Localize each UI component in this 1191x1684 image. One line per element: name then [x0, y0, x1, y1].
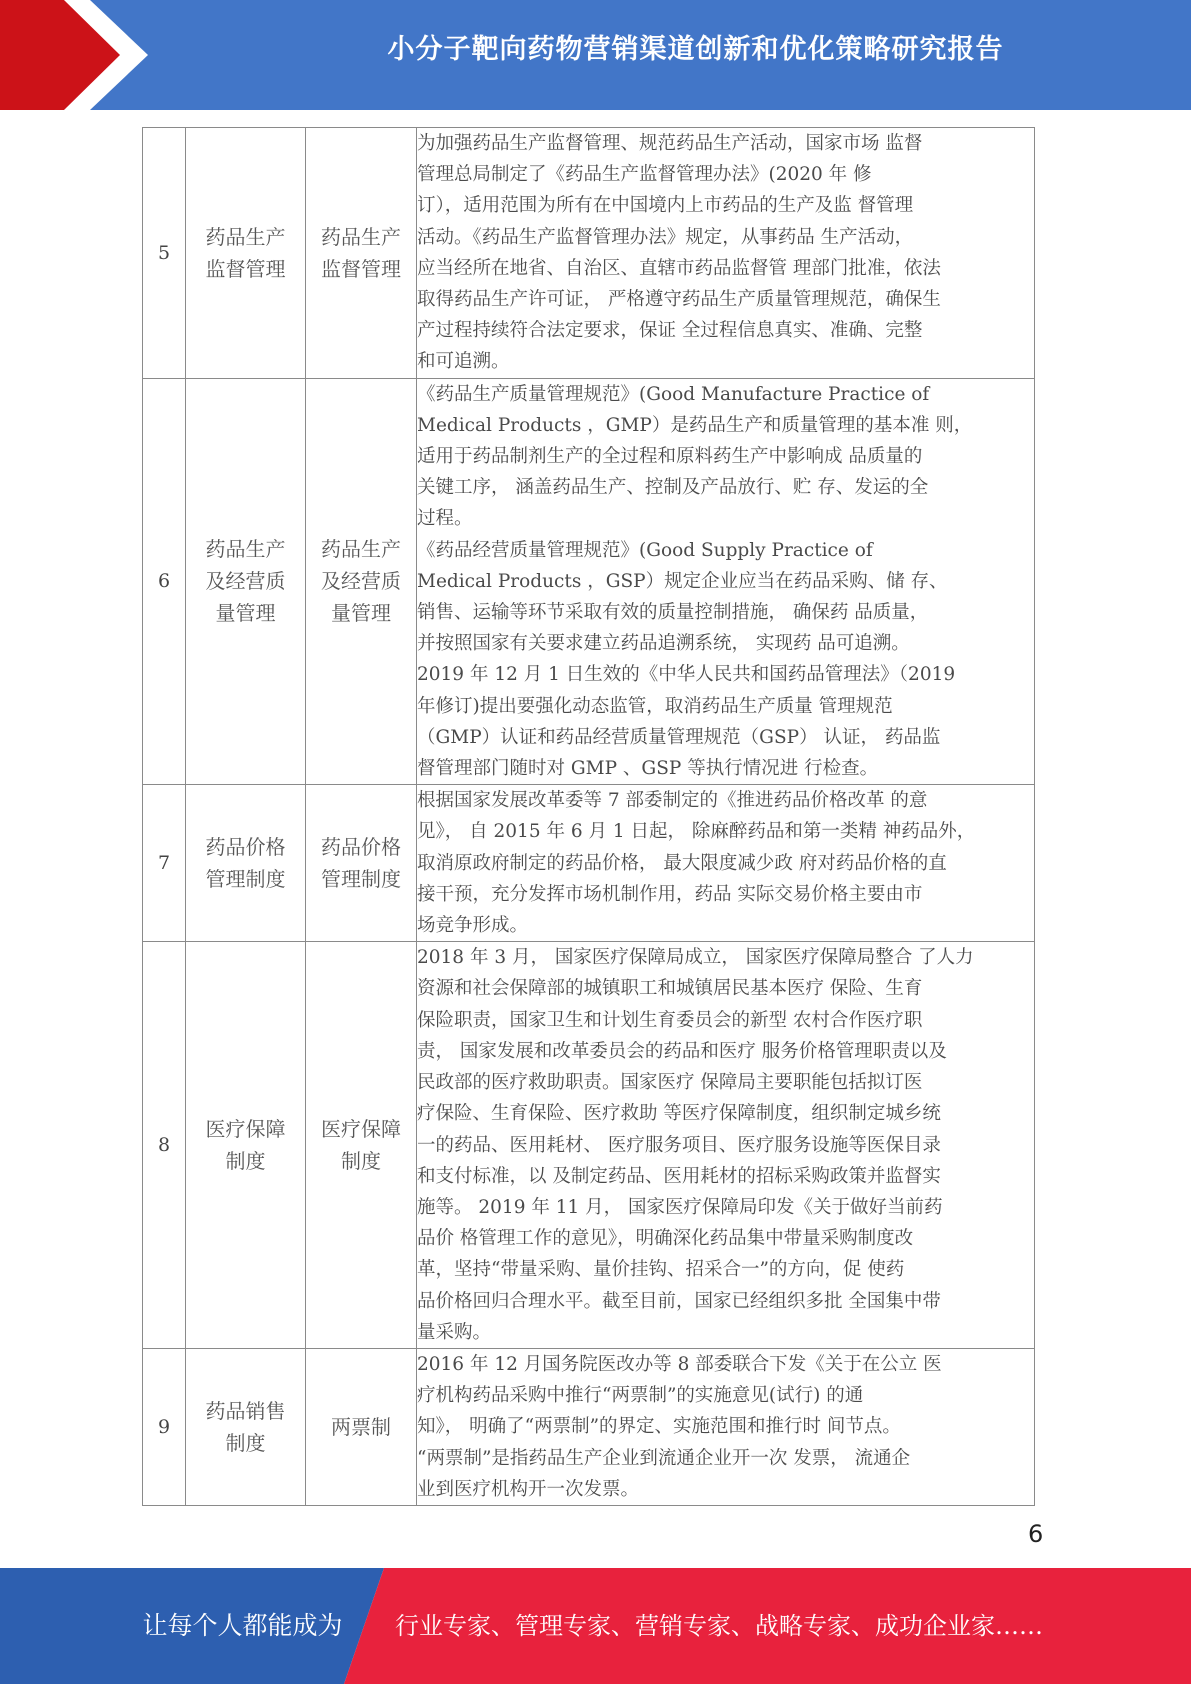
- description-line: 疗机构药品采购中推行“两票制”的实施意见(试行) 的通: [417, 1385, 864, 1407]
- description-line: 订），适用范围为所有在中国境内上市药品的生产及监 督管理: [417, 195, 914, 217]
- category-cell: [186, 942, 306, 1349]
- description-cell: [417, 378, 1035, 785]
- description-line: 施等。 2019 年 11 月， 国家医疗保障局印发《关于做好当前药: [417, 1196, 943, 1218]
- description-line: 民政部的医疗救助职责。国家医疗 保障局主要职能包括拟订医: [417, 1072, 923, 1094]
- subcategory-text: 量管理: [331, 601, 391, 626]
- description-line: 应当经所在地省、自治区、直辖市药品监督管 理部门批准，依法: [417, 257, 941, 279]
- description-line: 疗保险、生育保险、医疗救助 等医疗保障制度，组织制定城乡统: [417, 1103, 941, 1125]
- category-text: 制度: [225, 1149, 266, 1174]
- description-line: 业到医疗机构开一次发票。: [417, 1478, 640, 1500]
- description-line: 过程。: [417, 508, 473, 530]
- description-line: 责， 国家发展和改革委员会的药品和医疗 服务价格管理职责以及: [417, 1040, 947, 1062]
- description-line: 一的药品、医用耗材、 医疗服务项目、医疗服务设施等医保目录: [417, 1134, 941, 1156]
- description-line: 产过程持续符合法定要求，保证 全过程信息真实、准确、完整: [417, 320, 923, 342]
- description-line: 督管理部门随时对 GMP 、GSP 等执行情况进 行检查。: [417, 758, 879, 780]
- page-number: 6: [1028, 1520, 1044, 1548]
- subcategory-text: 两票制: [331, 1414, 391, 1439]
- description-line: 《药品经营质量管理规范》(Good Supply Practice of: [417, 539, 873, 561]
- description-line: 品价格回归合理水平。截至目前，国家已经组织多批 全国集中带: [417, 1290, 941, 1312]
- description-line: 资源和社会保障部的城镇职工和城镇居民基本医疗 保险、生育: [417, 978, 923, 1000]
- description-line: 场竞争形成。: [417, 915, 529, 937]
- subcategory-cell: [306, 1348, 417, 1505]
- category-text: 药品销售: [205, 1398, 286, 1423]
- description-line: 品价 格管理工作的意见》，明确深化药品集中带量采购制度改: [417, 1228, 914, 1250]
- footer-banner: [0, 1568, 1191, 1684]
- description-line: 取消原政府制定的药品价格， 最大限度减少政 府对药品价格的直: [417, 852, 947, 874]
- description-line: 革，坚持“带量采购、量价挂钩、招采合一”的方向，促 使药: [417, 1259, 905, 1281]
- description-cell: [417, 942, 1035, 1349]
- description-cell: [417, 128, 1035, 379]
- subcategory-cell: [306, 128, 417, 379]
- description-line: 管理总局制定了《药品生产监督管理办法》(2020 年 修: [417, 164, 872, 186]
- subcategory-text: 药品价格: [321, 835, 401, 860]
- subcategory-text: 医疗保障: [321, 1117, 401, 1142]
- row-number: 5: [143, 128, 186, 379]
- description-line: （GMP）认证和药品经营质量管理规范（GSP） 认证， 药品监: [417, 726, 941, 748]
- subcategory-text: 监督管理: [321, 256, 401, 281]
- category-text: 药品价格: [205, 835, 286, 860]
- row-number: 7: [143, 785, 186, 942]
- footer-slogan-right: 行业专家、管理专家、营销专家、战略专家、成功企业家……: [395, 1612, 1043, 1640]
- description-line: 适用于药品制剂生产的全过程和原料药生产中影响成 品质量的: [417, 446, 923, 468]
- footer-slogan-left: 让每个人都能成为: [142, 1611, 343, 1640]
- table-row: [143, 378, 1035, 785]
- row-number: 9: [143, 1348, 186, 1505]
- description-cell: [417, 1348, 1035, 1505]
- description-line: 并按照国家有关要求建立药品追溯系统， 实现药 品可追溯。: [417, 633, 910, 655]
- subcategory-cell: [306, 785, 417, 942]
- description-line: 活动。《药品生产监督管理办法》规定，从事药品 生产活动，: [417, 226, 914, 248]
- description-line: 2019 年 12 月 1 日生效的《中华人民共和国药品管理法》（2019: [417, 664, 956, 686]
- description-line: 保险职责，国家卫生和计划生育委员会的新型 农村合作医疗职: [417, 1009, 923, 1031]
- description-cell: [417, 785, 1035, 942]
- table-row: [143, 942, 1035, 1349]
- description-line: 2018 年 3 月， 国家医疗保障局成立， 国家医疗保障局整合 了人力: [417, 947, 974, 969]
- description-line: “两票制”是指药品生产企业到流通企业开一次 发票， 流通企: [417, 1447, 911, 1469]
- description-line: 年修订)提出要强化动态监管，取消药品生产质量 管理规范: [417, 695, 893, 717]
- header-title: 小分子靶向药物营销渠道创新和优化策略研究报告: [387, 34, 1004, 65]
- description-line: 取得药品生产许可证， 严格遵守药品生产质量管理规范，确保生: [417, 289, 941, 311]
- description-line: 关键工序， 涵盖药品生产、控制及产品放行、贮 存、发运的全: [417, 477, 929, 499]
- category-text: 管理制度: [205, 867, 286, 892]
- subcategory-text: 制度: [341, 1149, 381, 1174]
- description-line: 2016 年 12 月国务院医改办等 8 部委联合下发《关于在公立 医: [417, 1353, 942, 1375]
- description-line: 为加强药品生产监督管理、规范药品生产活动，国家市场 监督: [417, 133, 923, 154]
- description-line: 销售、运输等环节采取有效的质量控制措施， 确保药 品质量，: [417, 602, 929, 624]
- description-line: 量采购。: [417, 1321, 492, 1343]
- category-cell: [186, 378, 306, 785]
- description-line: 和支付标准，以 及制定药品、医用耗材的招标采购政策并监督实: [417, 1165, 941, 1187]
- subcategory-text: 药品生产: [321, 224, 401, 249]
- category-text: 医疗保障: [205, 1117, 286, 1142]
- category-text: 制度: [225, 1430, 266, 1455]
- category-text: 药品生产: [205, 224, 286, 249]
- category-cell: [186, 128, 306, 379]
- subcategory-text: 管理制度: [321, 867, 401, 892]
- category-cell: [186, 1348, 306, 1505]
- category-text: 药品生产: [205, 537, 286, 562]
- row-number: 8: [143, 942, 186, 1349]
- subcategory-text: 及经营质: [321, 569, 401, 594]
- category-text: 量管理: [215, 601, 276, 626]
- description-line: 接干预，充分发挥市场机制作用，药品 实际交易价格主要由市: [417, 883, 923, 905]
- header-banner: [0, 0, 1191, 110]
- category-cell: [186, 785, 306, 942]
- subcategory-cell: [306, 378, 417, 785]
- regulation-table: [142, 127, 1035, 1506]
- description-line: Medical Products ，GSP）规定企业应当在药品采购、储 存、: [417, 570, 948, 592]
- table-row: [143, 128, 1035, 379]
- description-line: 知》， 明确了“两票制”的界定、实施范围和推行时 间节点。: [417, 1416, 901, 1438]
- subcategory-cell: [306, 942, 417, 1349]
- category-text: 及经营质: [205, 569, 286, 594]
- subcategory-text: 药品生产: [321, 537, 401, 562]
- description-line: Medical Products ，GMP）是药品生产和质量管理的基本准 则，: [417, 414, 973, 436]
- row-number: 6: [143, 378, 186, 785]
- table-row: [143, 785, 1035, 942]
- table-row: [143, 1348, 1035, 1505]
- category-text: 监督管理: [205, 256, 286, 281]
- description-line: 见》， 自 2015 年 6 月 1 日起， 除麻醉药品和第一类精 神药品外，: [417, 821, 976, 843]
- description-line: 《药品生产质量管理规范》(Good Manufacture Practice of: [417, 383, 930, 405]
- description-line: 和可追溯。: [417, 351, 510, 373]
- description-line: 根据国家发展改革委等 7 部委制定的《推进药品价格改革 的意: [417, 790, 928, 812]
